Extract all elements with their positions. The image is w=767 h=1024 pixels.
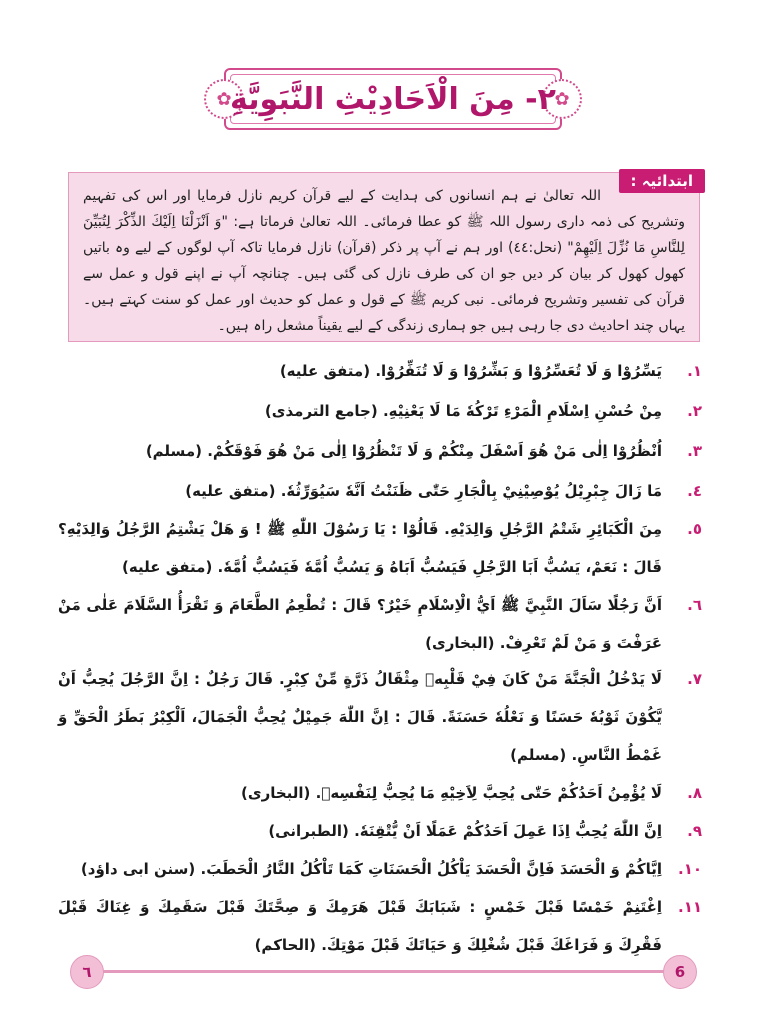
hadith-item (58, 586, 702, 662)
hadith-number: ١١. (677, 898, 702, 916)
hadith-text: مَا زَالَ جِبْرِيْلُ يُوْصِيْنِيْ بِالْجَارِ حَتّٰى ظَنَنْتُ اَنَّهٗ سَيُوَرِّثُهٗ. (280, 482, 662, 500)
hadith-source: (سنن ابی داؤد) (80, 860, 196, 878)
hadith-item (58, 392, 702, 430)
hadith-number: ١٠. (677, 860, 702, 878)
hadith-source: (البخاری) (240, 784, 311, 802)
intro-text (83, 183, 685, 339)
hadith-source: (الطبرانی) (268, 822, 349, 840)
footer-divider (92, 970, 675, 973)
hadith-text: لَا يُؤْمِنُ اَحَدُكُمْ حَتّٰى يُحِبَّ لِاَخِيْهِ مَا يُحِبُّ لِنَفْسِهٖ. (315, 784, 662, 802)
title-banner (216, 68, 570, 130)
hadith-text: اِنَّ اللّٰهَ يُحِبُّ اِذَا عَمِلَ اَحَدُكُمْ عَمَلًا اَنْ يُّتْقِنَهٗ. (354, 822, 662, 840)
page-number-urdu: ٦ (70, 955, 104, 989)
intro-paragraph: اللہ تعالیٰ نے ہم انسانوں کی ہدایت کے لیے قرآن کریم نازل فرمایا اور اس کی تفہیم وتشریح کی ذمہ داری رسول اللہ ﷺ کو عطا فرمائی۔ اللہ تعالیٰ فرماتا ہے: "وَ اَنْزَلْنَا اِلَيْكَ الذِّكْرَ لِتُبَيِّنَ لِلنَّاسِ مَا نُزِّلَ اِلَيْهِمْ" (نحل:٤٤) اور ہم نے آپ پر ذکر (قرآن) نازل فرمایا تاکہ آپ لوگوں کے لیے وہ باتیں کھول کھول کر بیان کر دیں جو ان کی طرف نازل کی گئی ہیں۔ چنانچہ آپ نے اپنے قول و عمل سے قرآن کی تفسیر وتشریح فرمائی۔ نبی کریم ﷺ کے قول و عمل کو حدیث اور عمل کو سنت کہتے ہیں۔ یہاں چند احادیث دی جا رہی ہیں جو ہماری زندگی کے لیے یقیناً مشعل راہ ہیں۔ (83, 188, 685, 334)
hadith-text: مِنَ الْكَبَائِرِ شَتْمُ الرَّجُلِ وَالِدَيْهِ. قَالُوْا : يَا رَسُوْلَ اللّٰهِ ﷺ ! وَ هَلْ يَشْتِمُ الرَّجُلُ وَالِدَيْهِ؟ قَالَ : نَعَمْ، يَسُبُّ اَبَا الرَّجُلِ فَيَسُبُّ اَبَاهُ وَ يَسُبُّ اُمَّهٗ فَيَسُبُّ اُمَّهٗ. (58, 520, 662, 576)
hadith-text: اُنْظُرُوْا اِلٰى مَنْ هُوَ اَسْفَلَ مِنْكُمْ وَ لَا تَنْظُرُوْا اِلٰى مَنْ هُوَ فَوْقَكُمْ. (207, 442, 662, 460)
hadith-item (58, 352, 702, 390)
hadith-number: ٣. (687, 442, 702, 460)
hadith-item (58, 888, 702, 964)
hadith-number: ١. (687, 362, 702, 380)
hadith-number: ٧. (687, 670, 702, 688)
hadith-item (58, 472, 702, 510)
hadith-number: ٤. (687, 482, 702, 500)
page-number: 6 (663, 955, 697, 989)
hadith-item (58, 812, 702, 850)
hadith-number: ٢. (687, 402, 702, 420)
intro-box (68, 172, 700, 342)
hadith-source: (الحاكم) (254, 936, 316, 954)
hadith-text: اِيَّاكُمْ وَ الْحَسَدَ فَاِنَّ الْحَسَدَ يَاْكُلُ الْحَسَنَاتِ كَمَا تَاْكُلُ النَّارُ الْحَطَبَ. (200, 860, 662, 878)
hadith-source: (متفق عليه) (122, 558, 213, 576)
hadith-source: (البخاری) (425, 634, 495, 652)
hadith-text: مِنْ حُسْنِ اِسْلَامِ الْمَرْءِ تَرْكُهٗ مَا لَا يَعْنِيْهِ. (382, 402, 662, 420)
hadith-text: يَسِّرُوْا وَ لَا تُعَسِّرُوْا وَ بَشِّرُوْا وَ لَا تُنَفِّرُوْا. (375, 362, 662, 380)
hadith-source: (متفق عليه) (185, 482, 276, 500)
hadith-number: ٥. (687, 520, 702, 538)
hadith-source: (مسلم) (510, 746, 567, 764)
hadith-source: (جامع الترمذی) (264, 402, 378, 420)
hadith-number: ٨. (687, 784, 702, 802)
hadith-source: (مسلم) (145, 442, 202, 460)
hadith-number: ٩. (687, 822, 702, 840)
hadith-text: اَنَّ رَجُلًا سَاَلَ النَّبِيَّ ﷺ اَيُّ الْاِسْلَامِ خَيْرٌ؟ قَالَ : تُطْعِمُ الطَّعَامَ وَ تَقْرَأُ السَّلَامَ عَلٰى مَنْ عَرَفْتَ وَ مَنْ لَمْ تَعْرِفْ. (58, 596, 662, 652)
hadith-text: لَا يَدْخُلُ الْجَنَّةَ مَنْ كَانَ فِيْ قَلْبِهٖ مِثْقَالُ ذَرَّةٍ مِّنْ كِبْرٍ. قَالَ رَجُلٌ : اِنَّ الرَّجُلَ يُحِبُّ اَنْ يَّكُوْنَ ثَوْبُهٗ حَسَنًا وَ نَعْلُهٗ حَسَنَةً. قَالَ : اِنَّ اللّٰهَ جَمِيْلٌ يُحِبُّ الْجَمَالَ، اَلْكِبْرُ بَطَرُ الْحَقِّ وَ غَمْطُ النَّاسِ. (58, 670, 662, 764)
hadith-source: (متفق عليه) (279, 362, 371, 380)
hadith-item (58, 774, 702, 812)
page-title: ٢- مِنَ الْاَحَادِيْثِ النَّبَوِيَّةِ (230, 81, 556, 117)
hadith-item (58, 432, 702, 470)
flower-ornament-icon: ✿ (204, 79, 244, 119)
intro-label: ابتدائیہ : (619, 169, 705, 193)
hadith-text: اِغْتَنِمْ خَمْسًا قَبْلَ خَمْسٍ : شَبَابَكَ قَبْلَ هَرَمِكَ وَ صِحَّتَكَ قَبْلَ سَقَمِكَ وَ غِنَاكَ قَبْلَ فَقْرِكَ وَ فَرَاغَكَ قَبْلَ شُغْلِكَ وَ حَيَاتَكَ قَبْلَ مَوْتِكَ. (58, 898, 662, 954)
hadith-item (58, 510, 702, 586)
hadith-number: ٦. (687, 596, 702, 614)
hadith-item (58, 850, 702, 888)
flower-ornament-icon: ✿ (542, 79, 582, 119)
hadith-item (58, 660, 702, 774)
